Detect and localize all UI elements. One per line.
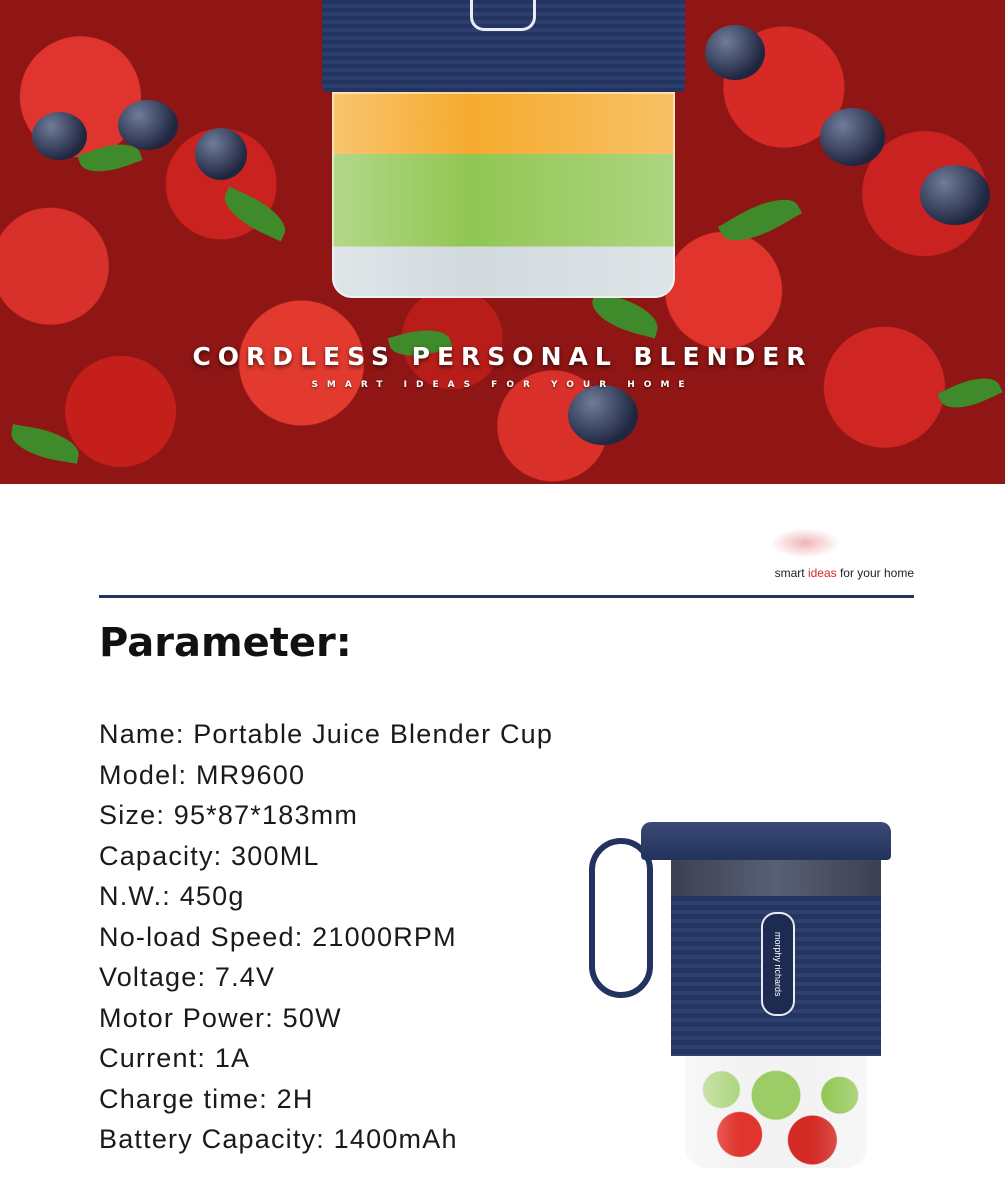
strawberry-leaf	[8, 424, 82, 464]
blueberry	[820, 108, 885, 166]
parameter-item: Size: 95*87*183mm	[99, 800, 359, 830]
parameter-item: Battery Capacity: 1400mAh	[99, 1124, 458, 1154]
blueberry	[195, 128, 247, 180]
brand-glow	[770, 528, 840, 558]
parameter-item: Charge time: 2H	[99, 1083, 314, 1114]
blender-jar	[685, 1056, 867, 1168]
tagline-text: smart	[774, 566, 808, 580]
parameter-item: Voltage: 7.4V	[99, 962, 276, 992]
blueberry	[705, 25, 765, 80]
parameter-item: Name: Portable Juice Blender Cup	[99, 719, 554, 749]
hero-title: CORDLESS PERSONAL BLENDER	[192, 342, 813, 371]
strawberry-leaf	[587, 291, 662, 338]
parameter-list	[99, 714, 553, 1160]
strawberry-leaf	[937, 369, 1002, 418]
strawberry-leaf	[718, 187, 802, 253]
blender-lid	[641, 822, 891, 860]
tagline-text: for your home	[836, 566, 914, 580]
hero-subtitle: SMART IDEAS FOR YOUR HOME	[311, 380, 694, 390]
parameter-item: Motor Power: 50W	[99, 1002, 342, 1033]
blueberry	[118, 100, 178, 150]
divider	[99, 595, 914, 598]
parameter-item: Current: 1A	[99, 1043, 251, 1073]
parameter-item: Model: MR9600	[99, 759, 306, 790]
strawberry-leaf	[217, 187, 292, 242]
brand-logo-text: morphy richards	[773, 931, 783, 997]
brand-logo-badge	[470, 0, 536, 31]
brand-logo-badge	[761, 912, 795, 1016]
tagline-highlight: ideas	[807, 566, 837, 580]
hero-banner	[0, 0, 1005, 484]
parameter-item: Capacity: 300ML	[99, 840, 320, 871]
carry-strap	[589, 838, 653, 998]
parameter-heading: Parameter:	[99, 620, 352, 666]
blender-collar	[671, 860, 881, 896]
blueberry	[568, 385, 638, 445]
product-image	[585, 818, 905, 1178]
blueberry	[32, 112, 87, 160]
brand-tagline	[700, 566, 914, 580]
parameter-item: N.W.: 450g	[99, 881, 245, 911]
blender-jar	[332, 92, 675, 298]
blueberry	[920, 165, 990, 225]
parameter-item: No-load Speed: 21000RPM	[99, 921, 457, 952]
